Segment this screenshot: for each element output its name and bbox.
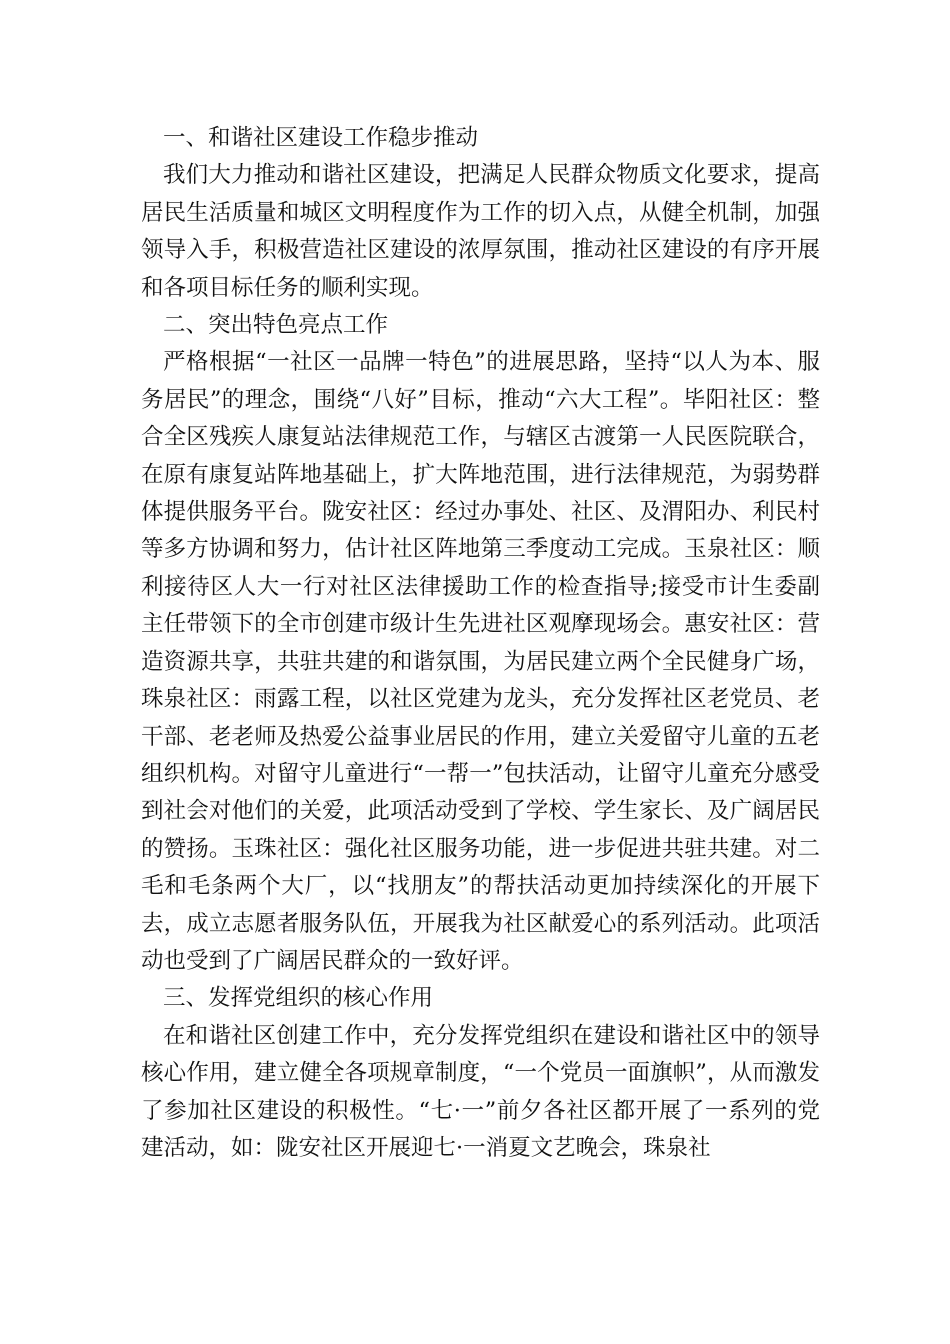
section-body-1: 我们大力推动和谐社区建设，把满足人民群众物质文化要求，提高居民生活质量和城区文明程度作为工作的切入点，从健全机制，加强领导入手，积极营造社区建设的浓厚氛围，推动社区建设的有序开展和各项目标任务的顺利实现。 (141, 162, 820, 301)
section-heading-2: 二、突出特色亮点工作 (163, 312, 389, 339)
section-body-2: 严格根据“一社区一品牌一特色”的进展思路，坚持“以人为本、服务居民”的理念，围绕“八好”目标，推动“六大工程”。毕阳社区：整合全区残疾人康复站法律规范工作，与辖区古渡第一人民医院联合，在原有康复站阵地基础上，扩大阵地范围，进行法律规范，为弱势群体提供服务平台。陇安社区：经过办事处、社区、及渭阳办、利民村等多方协调和努力，估计社区阵地第三季度动工完成。玉泉社区：顺利接待区人大一行对社区法律援助工作的检查指导;接受市计生委副主任带领下的全市创建市级计生先进社区观摩现场会。惠安社区：营造资源共享，共驻共建的和谐氛围，为居民建立两个全民健身广场，珠泉社区：雨露工程，以社区党建为龙头，充分发挥社区老党员、老干部、老老师及热爱公益事业居民的作用，建立关爱留守儿童的五老组织机构。对留守儿童进行“一帮一”包扶活动，让留守儿童充分感受到社会对他们的关爱，此项活动受到了学校、学生家长、及广阔居民的赞扬。玉珠社区：强化社区服务功能，进一步促进共驻共建。对二毛和毛条两个大厂，以“找朋友”的帮扶活动更加持续深化的开展下去，成立志愿者服务队伍，开展我为社区献爱心的系列活动。此项活动也受到了广阔居民群众的一致好评。 (141, 349, 820, 974)
section-heading-1: 一、和谐社区建设工作稳步推动 (163, 125, 479, 151)
section-body-3: 在和谐社区创建工作中，充分发挥党组织在建设和谐社区中的领导核心作用，建立健全各项规章制度，“一个党员一面旗帜”，从而激发了参加社区建设的积极性。“七·一”前夕各社区都开展了一系列的党建活动，如：陇安社区开展迎七·一消夏文艺晚会，珠泉社 (141, 1022, 820, 1161)
section-heading-3: 三、发挥党组织的核心作用 (163, 985, 434, 1012)
